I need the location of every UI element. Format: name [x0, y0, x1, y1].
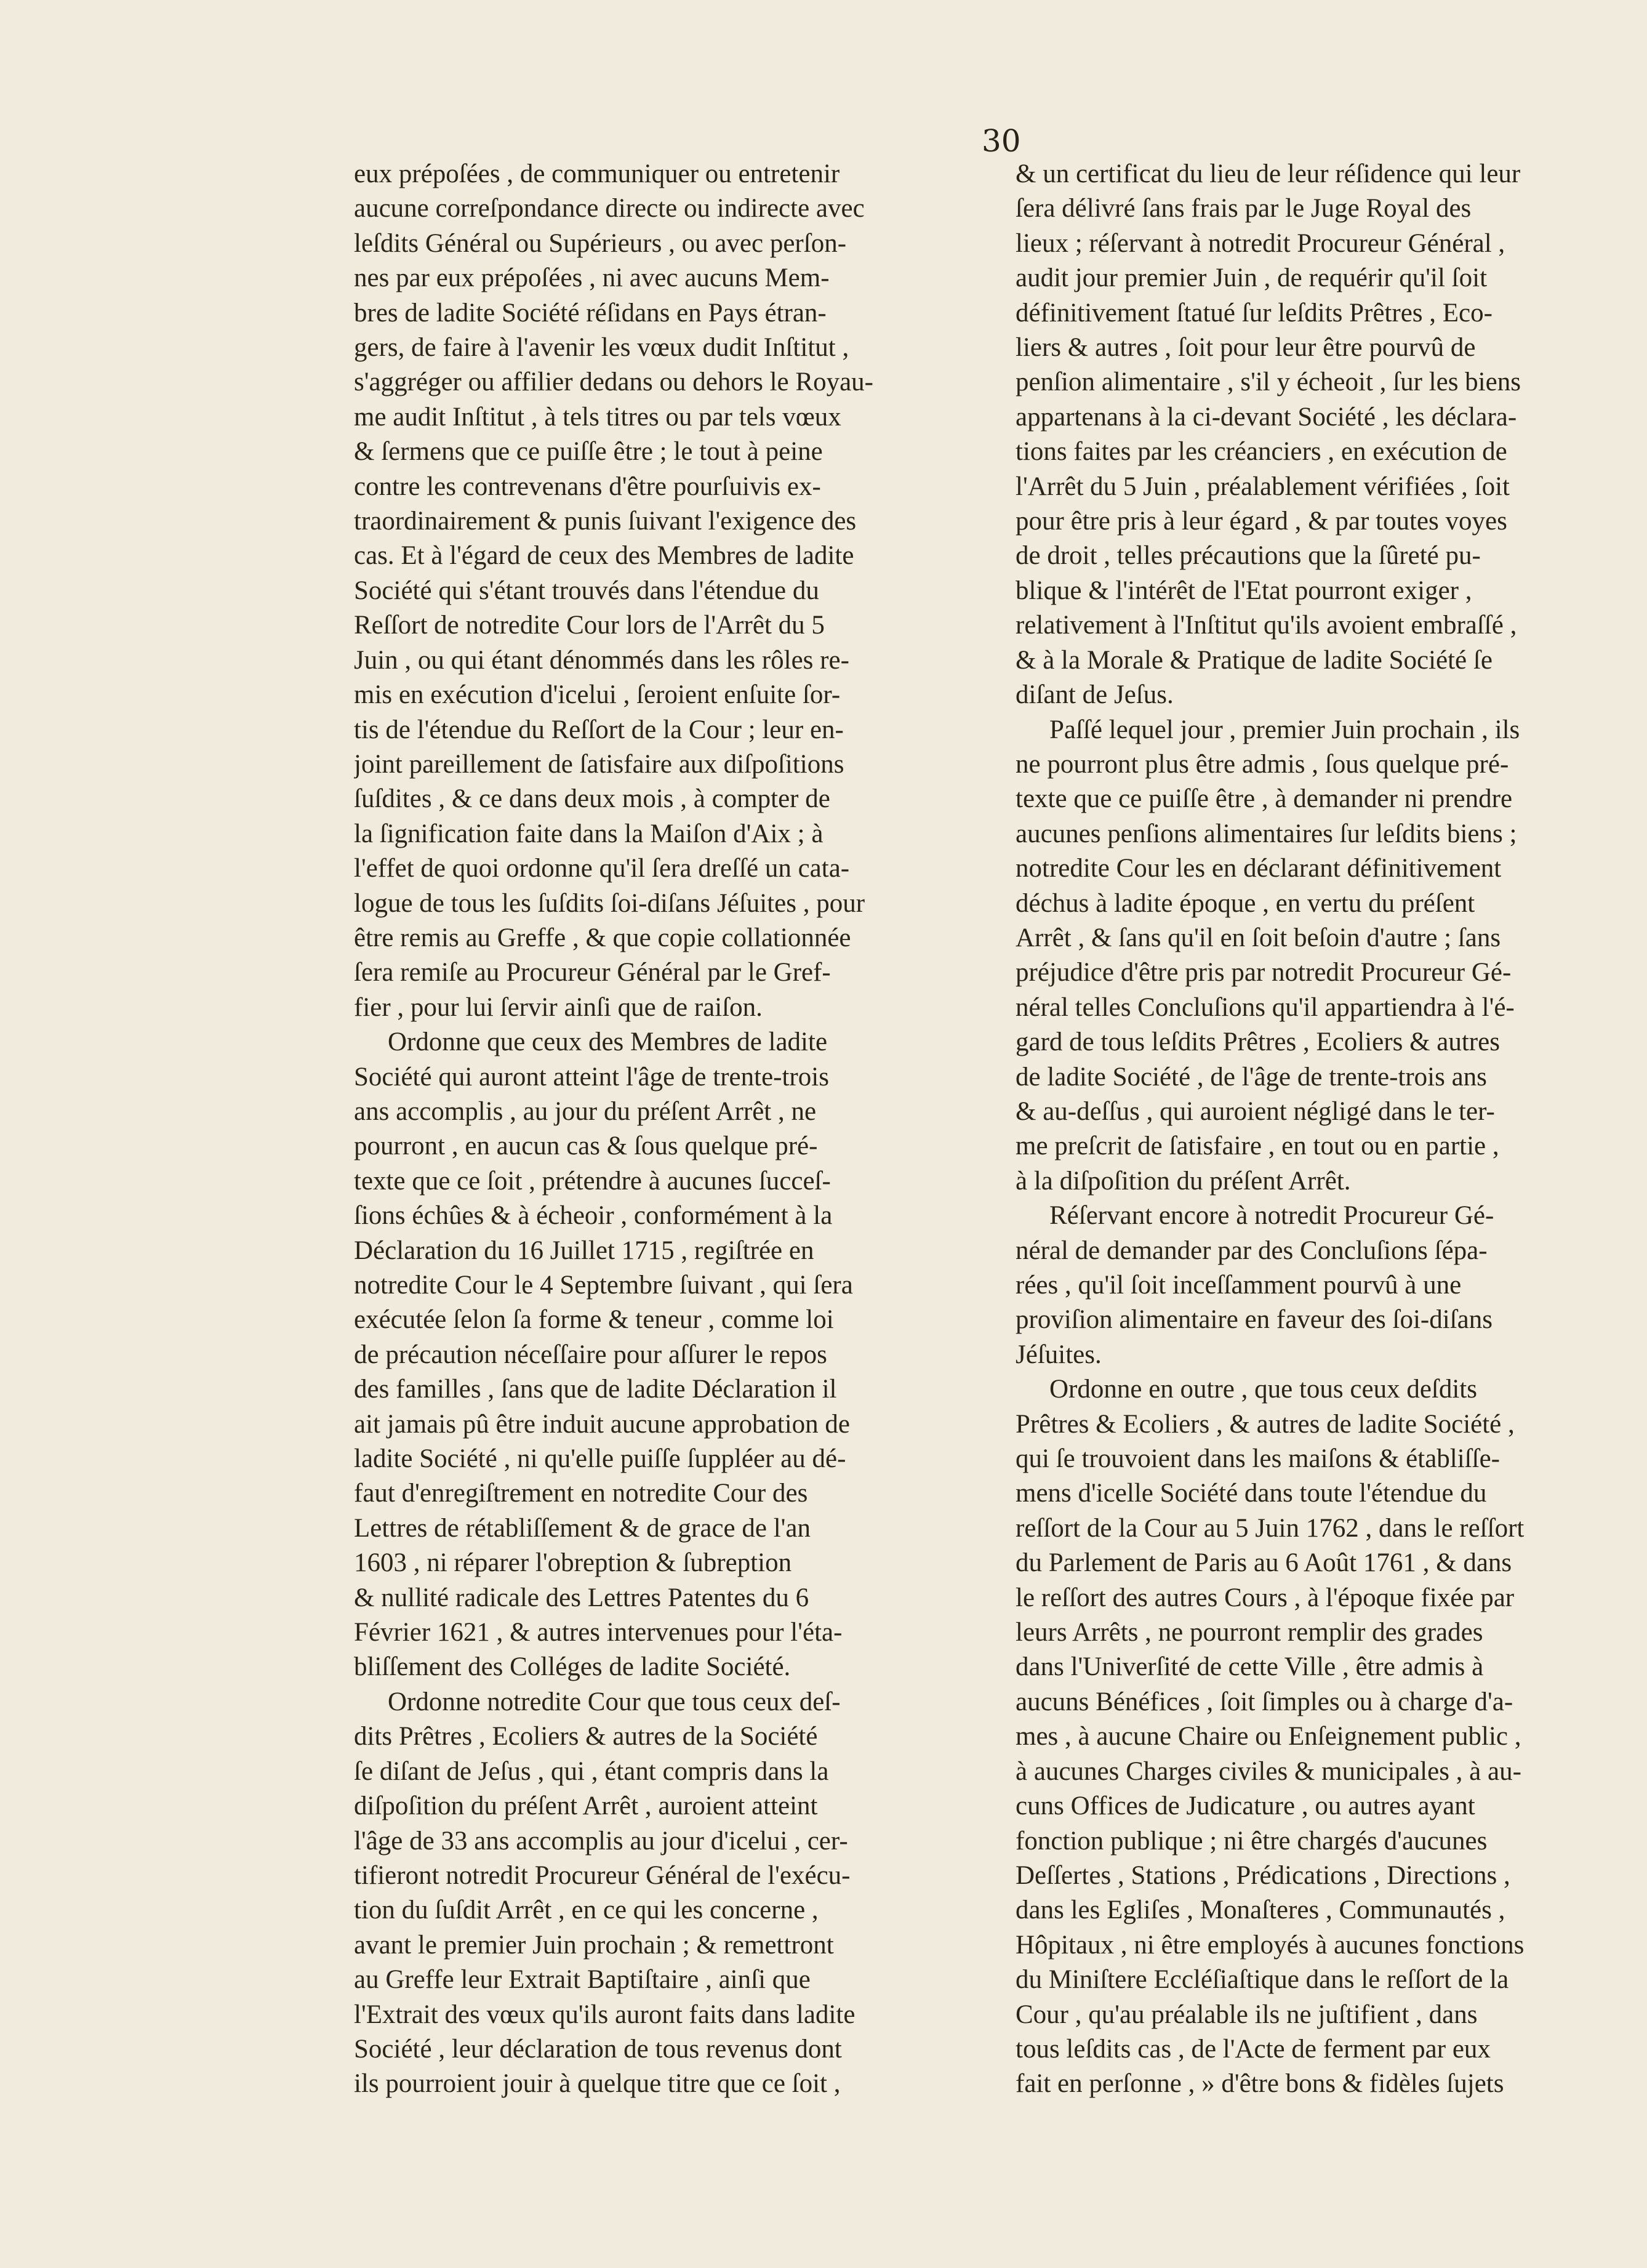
text-line: tifieront notredit Procureur Général de l'exécu- — [354, 1860, 851, 1890]
text-line: bres de ladite Société réſidans en Pays étran- — [354, 298, 827, 328]
text-line: reſſort de la Cour au 5 Juin 1762 , dans le reſſort — [1016, 1513, 1525, 1543]
text-line: Société , leur déclaration de tous revenus dont — [354, 2034, 842, 2064]
text-line: Arrêt , & ſans qu'il en ſoit beſoin d'autre ; ſans — [1016, 923, 1501, 952]
text-line: notredite Cour les en déclarant définitivement — [1016, 854, 1502, 883]
text-line: 1603 , ni réparer l'obreption & ſubreption — [354, 1548, 792, 1578]
text-line: Prêtres & Ecoliers , & autres de ladite Société , — [1016, 1409, 1515, 1439]
text-line: ſuſdites , & ce dans deux mois , à compter de — [354, 784, 830, 814]
text-line: tis de l'étendue du Reſſort de la Cour ; leur en- — [354, 715, 844, 744]
text-line: texte que ce puiſſe être , à demander ni prendre — [1016, 784, 1513, 814]
text-line: fonction publique ; ni être chargés d'aucunes — [1016, 1826, 1488, 1856]
right-column-text — [1016, 157, 1622, 2102]
text-line: fait en perſonne , » d'être bons & fidèles ſujets — [1016, 2069, 1504, 2099]
page-number: 30 — [982, 123, 1021, 159]
text-line: Reſſort de notredite Cour lors de l'Arrêt du 5 — [354, 611, 825, 640]
text-line: Ordonne notredite Cour que tous ceux deſ- — [388, 1687, 841, 1716]
text-line: Deſſertes , Stations , Prédications , Directions , — [1016, 1860, 1510, 1890]
text-line: notredite Cour le 4 Septembre ſuivant , qui ſera — [354, 1271, 853, 1300]
left-column-text — [354, 157, 988, 2102]
text-line: être remis au Greffe , & que copie collationnée — [354, 923, 851, 952]
text-line: de ladite Société , de l'âge de trente-trois ans — [1016, 1062, 1487, 1092]
text-line: lieux ; réſervant à notredit Procureur Général , — [1016, 228, 1505, 258]
text-line: dits Prêtres , Ecoliers & autres de la Société — [354, 1722, 818, 1751]
text-line: l'Extrait des vœux qu'ils auront faits dans ladite — [354, 2000, 856, 2029]
text-line: préjudice d'être pris par notredit Procureur Gé- — [1016, 958, 1512, 987]
text-line: faut d'enregiſtrement en notredite Cour des — [354, 1479, 808, 1508]
text-line: le reſſort des autres Cours , à l'époque fixée par — [1016, 1583, 1515, 1612]
text-line: traordinairement & punis ſuivant l'exigence des — [354, 507, 857, 536]
text-line: Cour , qu'au préalable ils ne juſtifient , dans — [1016, 2000, 1478, 2029]
text-line: pourront , en aucun cas & ſous quelque pré- — [354, 1132, 818, 1161]
text-line: me audit Inſtitut , à tels titres ou par tels vœux — [354, 402, 841, 432]
text-line: bliſſement des Colléges de ladite Société. — [354, 1652, 791, 1682]
text-line: ſera délivré ſans frais par le Juge Royal des — [1016, 194, 1472, 223]
text-line: diſant de Jeſus. — [1016, 680, 1174, 710]
text-line: Jéſuites. — [1016, 1340, 1102, 1369]
text-line: Ordonne que ceux des Membres de ladite — [388, 1027, 828, 1057]
text-line: exécutée ſelon ſa forme & teneur , comme loi — [354, 1305, 834, 1335]
text-line: rées , qu'il ſoit inceſſamment pourvû à une — [1016, 1271, 1462, 1300]
text-line: dans l'Univerſité de cette Ville , être admis à — [1016, 1652, 1484, 1682]
text-line: qui ſe trouvoient dans les maiſons & établiſſe- — [1016, 1444, 1500, 1474]
text-line: & un certificat du lieu de leur réſidence qui leur — [1016, 159, 1521, 188]
text-line: pour être pris à leur égard , & par toutes voyes — [1016, 507, 1507, 536]
text-line: mes , à aucune Chaire ou Enſeignement public , — [1016, 1722, 1521, 1751]
text-line: Réſervant encore à notredit Procureur Gé- — [1049, 1201, 1494, 1231]
text-line: de droit , telles précautions que la ſûreté pu- — [1016, 541, 1481, 571]
text-line: Société qui s'étant trouvés dans l'étendue du — [354, 576, 819, 605]
text-line: ils pourroient jouir à quelque titre que ce ſoit , — [354, 2069, 841, 2099]
text-line: nes par eux prépoſées , ni avec aucuns Mem- — [354, 263, 830, 293]
text-line: dans les Egliſes , Monaſteres , Communautés , — [1016, 1896, 1505, 1925]
text-line: & au-deſſus , qui auroient négligé dans le ter- — [1016, 1096, 1495, 1126]
text-line: à la diſpoſition du préſent Arrêt. — [1016, 1166, 1351, 1196]
text-line: appartenans à la ci-devant Société , les déclara- — [1016, 402, 1517, 432]
text-line: mens d'icelle Société dans toute l'étendue du — [1016, 1479, 1487, 1508]
text-line: & ſermens que ce puiſſe être ; le tout à peine — [354, 437, 823, 467]
text-line: aucuns Bénéfices , ſoit ſimples ou à charge d'a- — [1016, 1687, 1513, 1716]
text-line: mis en exécution d'icelui , ſeroient enſuite ſor- — [354, 680, 841, 710]
text-line: définitivement ſtatué ſur leſdits Prêtres , Eco- — [1016, 298, 1493, 328]
text-line: gard de tous leſdits Prêtres , Ecoliers & autres — [1016, 1027, 1500, 1057]
text-line: au Greffe leur Extrait Baptiſtaire , ainſi que — [354, 1965, 811, 1995]
text-line: texte que ce ſoit , prétendre à aucunes ſucceſ- — [354, 1166, 831, 1196]
text-line: à aucunes Charges civiles & municipales , à au- — [1016, 1756, 1521, 1786]
text-line: aucunes penſions alimentaires ſur leſdits biens ; — [1016, 819, 1517, 848]
text-line: cas. Et à l'égard de ceux des Membres de ladite — [354, 541, 854, 571]
text-line: fier , pour lui ſervir ainſi que de raiſon. — [354, 992, 763, 1022]
text-line: tion du ſuſdit Arrêt , en ce qui les concerne , — [354, 1896, 819, 1925]
text-line: du Parlement de Paris au 6 Août 1761 , & dans — [1016, 1548, 1512, 1578]
text-line: des familles , ſans que de ladite Déclaration il — [354, 1375, 837, 1404]
text-line: proviſion alimentaire en faveur des ſoi-diſans — [1016, 1305, 1493, 1335]
text-line: déchus à ladite époque , en vertu du préſent — [1016, 888, 1475, 918]
text-line: l'Arrêt du 5 Juin , préalablement vérifiées , ſoit — [1016, 472, 1510, 501]
text-line: Paſſé lequel jour , premier Juin prochain , ils — [1049, 715, 1520, 744]
text-line: ait jamais pû être induit aucune approbation de — [354, 1409, 850, 1439]
text-line: ſe diſant de Jeſus , qui , étant compris dans la — [354, 1756, 829, 1786]
text-line: Juin , ou qui étant dénommés dans les rôles re- — [354, 645, 849, 675]
text-line: leſdits Général ou Supérieurs , ou avec perſon- — [354, 228, 847, 258]
text-line: & à la Morale & Pratique de ladite Société ſe — [1016, 645, 1493, 675]
text-line: aucune correſpondance directe ou indirecte avec — [354, 194, 865, 223]
text-line: s'aggréger ou affilier dedans ou dehors le Royau- — [354, 368, 873, 397]
text-line: de précaution néceſſaire pour aſſurer le repos — [354, 1340, 827, 1369]
text-line: & nullité radicale des Lettres Patentes du 6 — [354, 1583, 809, 1612]
text-line: relativement à l'Inſtitut qu'ils avoient embraſſé , — [1016, 611, 1517, 640]
text-line: ſera remiſe au Procureur Général par le Gref- — [354, 958, 831, 987]
text-line: Déclaration du 16 Juillet 1715 , regiſtrée en — [354, 1236, 814, 1265]
text-line: joint pareillement de ſatisfaire aux diſpoſitions — [354, 749, 844, 779]
text-line: la ſignification faite dans la Maiſon d'Aix ; à — [354, 819, 823, 848]
text-line: tions faites par les créanciers , en exécution de — [1016, 437, 1507, 467]
text-line: néral telles Concluſions qu'il appartiendra à l'é- — [1016, 992, 1515, 1022]
text-line: gers, de faire à l'avenir les vœux dudit Inſtitut , — [354, 333, 849, 363]
text-line: contre les contrevenans d'être pourſuivis ex- — [354, 472, 821, 501]
text-line: penſion alimentaire , s'il y écheoit , ſur les biens — [1016, 368, 1521, 397]
text-line: ladite Société , ni qu'elle puiſſe ſuppléer au dé- — [354, 1444, 846, 1474]
text-line: Février 1621 , & autres intervenues pour l'éta- — [354, 1618, 843, 1647]
text-line: ſions échûes & à écheoir , conformément à la — [354, 1201, 833, 1231]
text-line: ne pourront plus être admis , ſous quelque pré- — [1016, 749, 1509, 779]
text-line: diſpoſition du préſent Arrêt , auroient atteint — [354, 1791, 818, 1821]
text-line: Hôpitaux , ni être employés à aucunes fonctions — [1016, 1930, 1525, 1960]
text-line: Ordonne en outre , que tous ceux deſdits — [1049, 1375, 1477, 1404]
text-line: l'âge de 33 ans accomplis au jour d'icelui , cer- — [354, 1826, 848, 1856]
text-line: néral de demander par des Concluſions ſépa- — [1016, 1236, 1488, 1265]
text-line: me preſcrit de ſatisfaire , en tout ou en partie , — [1016, 1132, 1499, 1161]
text-line: logue de tous les ſuſdits ſoi-diſans Jéſuites , pour — [354, 888, 865, 918]
text-line: avant le premier Juin prochain ; & remettront — [354, 1930, 834, 1960]
text-line: blique & l'intérêt de l'Etat pourront exiger , — [1016, 576, 1472, 605]
text-line: cuns Offices de Judicature , ou autres ayant — [1016, 1791, 1475, 1821]
text-line: du Miniſtere Eccléſiaſtique dans le reſſort de la — [1016, 1965, 1509, 1995]
text-line: eux prépoſées , de communiquer ou entretenir — [354, 159, 840, 188]
text-line: liers & autres , ſoit pour leur être pourvû de — [1016, 333, 1476, 363]
text-line: leurs Arrêts , ne pourront remplir des grades — [1016, 1618, 1483, 1647]
text-line: l'effet de quoi ordonne qu'il ſera dreſſé un cata- — [354, 854, 850, 883]
text-line: tous leſdits cas , de l'Acte de ferment par eux — [1016, 2034, 1491, 2064]
text-line: Lettres de rétabliſſement & de grace de l'an — [354, 1513, 811, 1543]
text-line: audit jour premier Juin , de requérir qu'il ſoit — [1016, 263, 1488, 293]
text-line: Société qui auront atteint l'âge de trente-trois — [354, 1062, 829, 1092]
text-line: ans accomplis , au jour du préſent Arrêt , ne — [354, 1096, 817, 1126]
